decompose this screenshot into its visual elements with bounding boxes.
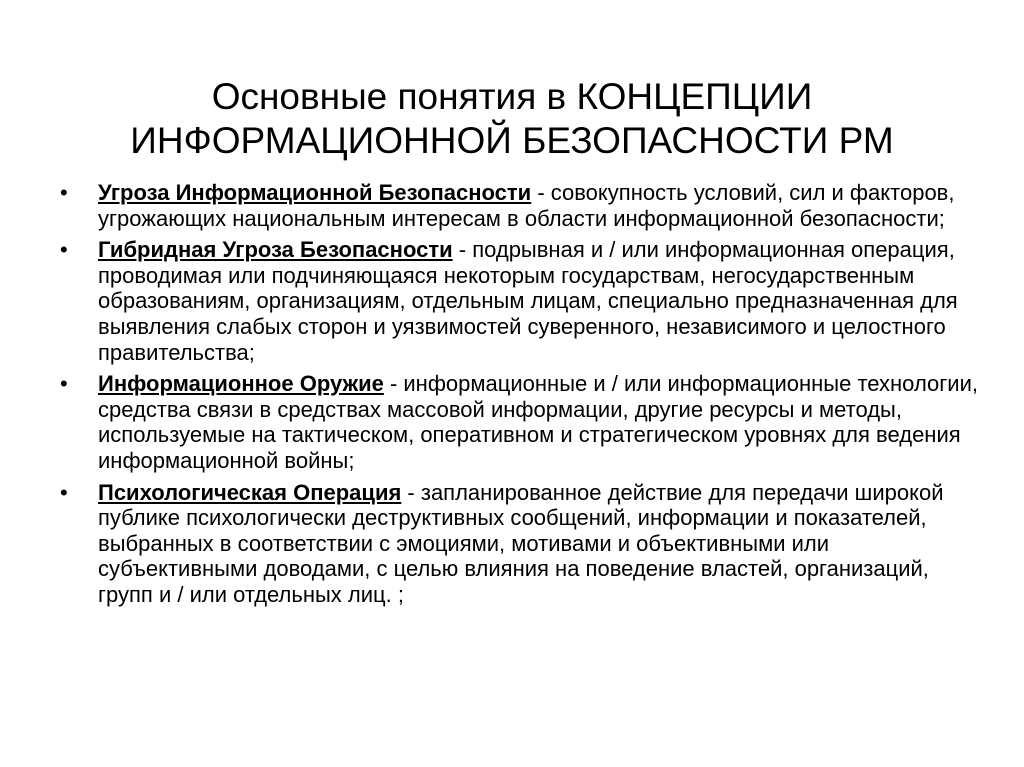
term-label: Гибридная Угроза Безопасности: [98, 237, 453, 263]
list-item-threat: [60, 180, 980, 231]
list-item-info-weapon: [60, 371, 980, 473]
term-label: Угроза Информационной Безопасности: [98, 180, 532, 205]
bullet-icon: •: [60, 371, 68, 397]
slide-title: [0, 75, 1024, 163]
list-item-psyop: [60, 480, 980, 608]
slide-title-line-2: ИНФОРМАЦИОННОЙ БЕЗОПАСНОСТИ РМ: [130, 119, 894, 161]
bullet-icon: •: [60, 180, 68, 205]
term-definition: - подрывная и / или информационная операция, проводимая или подчиняющаяся некоторым государствам, негосударственным образованиям, организациям, отдельным лицам, специально предназначенная для выявления слабых сторон и уязвимостей суверенного, независимого и целостного правительства;: [98, 237, 958, 365]
list-item-hybrid-threat: [60, 237, 980, 365]
term-definition: - информационные и / или информационные технологии, средства связи в средствах массовой информации, другие ресурсы и методы, используемые на тактическом, оперативном и стратегическом уровнях для ведения информационной войны;: [98, 371, 978, 473]
term-label: Психологическая Операция: [98, 479, 402, 505]
bullet-icon: •: [60, 479, 68, 505]
term-label: Информационное Оружие: [98, 371, 384, 397]
definitions-list: [60, 180, 980, 614]
term-definition: - запланированное действие для передачи широкой публике психологически деструктивных сообщений, информации и показателей, выбранных в соответствии с эмоциями, мотивами и объективными или субъективными доводами, с целью влияния на поведение властей, организаций, групп и / или отдельных лиц. ;: [98, 479, 944, 607]
slide-title-line-1: Основные понятия в КОНЦЕПЦИИ: [211, 75, 813, 117]
bullet-icon: •: [60, 237, 68, 263]
term-definition: - совокупность условий, сил и факторов, угрожающих национальным интересам в области информационной безопасности;: [98, 180, 955, 231]
